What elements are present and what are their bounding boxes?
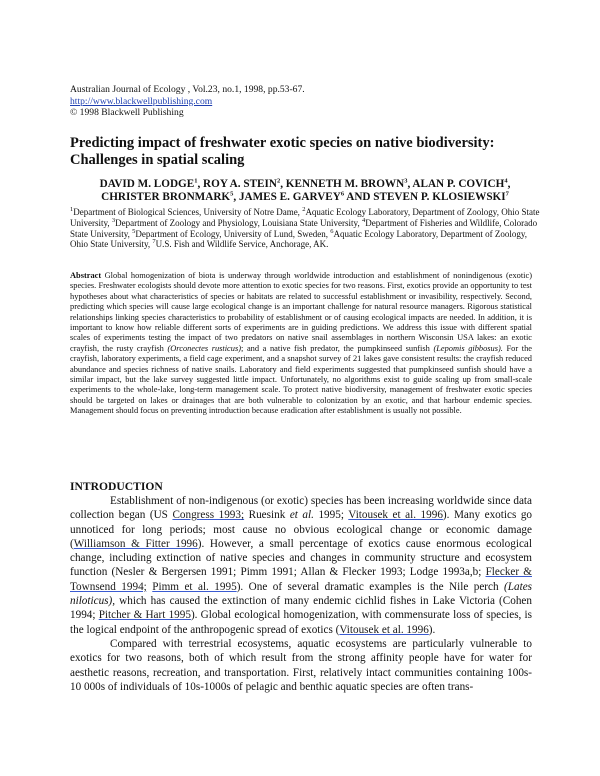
citation-link[interactable]: Pitcher & Hart 1995 bbox=[98, 609, 191, 622]
citation-link[interactable]: Pimm et al. 1995 bbox=[152, 580, 237, 593]
paragraph: Compared with terrestrial ecosystems, aquatic ecosystems are particularly vulnerable to exotics for two reasons, both of which result from the strong affinity people have for water for aesthetic reasons, recreation, and transportation. First, relatively intact communities containing 100s-10 000s of individuals of 10s-1000s of pelagic and benthic aquatic species are often trans- bbox=[70, 637, 532, 693]
citation-link[interactable]: Congress 1993; bbox=[172, 509, 245, 522]
paragraph: Establishment of non-indigenous (or exotic) species has been increasing worldwide since data collection began (US Congress 1993; Ruesink et al. 1995; Vitousek et al. 1996). Many exotics go unnoticed for long periods; most cause no obvious ecological change or economic damage (Williamson & Fitter 1996). However, a small percentage of exotics cause enormous ecological change, including extinction of native species and changes in community structure and ecosystem function (Nesler & Bergersen 1991; Pimm 1991; Allan & Flecker 1993; Lodge 1993a,b; Flecker & Townsend 1994; Pimm et al. 1995). One of several dramatic examples is the Nile perch (Lates niloticus), which has caused the extinction of many endemic cichlid fishes in Lake Victoria (Cohen 1994; Pitcher & Hart 1995). Global ecological homogenization, with commensurate loss of species, is the logical endpoint of the anthropogenic spread of exotics (Vitousek et al. 1996). bbox=[70, 495, 533, 636]
citation-link[interactable]: Vitousek et al. 1996 bbox=[339, 623, 429, 636]
publication-info bbox=[70, 84, 305, 119]
abstract: Abstract Global homogenization of biota is underway through worldwide introduction and establishment of nonindigenous (exotic) species. Freshwater ecologists should devote more attention to exotic species for two reasons. First, exotics provide an opportunity to test hypotheses about what characteristics of species or habitats are related to successful establishment or invasibility, respectively. Second, predicting which species will cause large ecological change is an important challenge for natural resource managers. Rigorous statistical relationships linking species characteristics to probability of establishment or of causing ecological impacts are needed. In addition, it is important to know how reliable different sorts of experiments are in guiding predictions. We address this issue with different spatial scales of experiments testing the impact of two predators on native snail assemblages in northern Wisconsin USA lakes: an exotic crayfish, the rusty crayfish (Orconectes rusticus); and a native fish predator, the pumpkinseed sunfish (Lepomis gibbosus). For the crayfish, laboratory experiments, a field cage experiment, and a snapshot survey of 21 lakes gave consistent results: the crayfish reduced abundance and species richness of native snails. Laboratory and field experiments suggested that pumpkinseed sunfish should have a similar impact, but the lake survey suggested little impact. Unfortunately, no algorithms exist to guide scaling up from small-scale experiments to the whole-lake, long-term management scale. To protect native biodiversity, management of freshwater exotic species should be targeted on lakes or drainages that are both vulnerable to colonization by an exotic, and that harbour endemic species. Management should focus on preventing introduction because eradication after establishment is usually not possible. bbox=[70, 271, 532, 416]
section-heading-introduction: INTRODUCTION bbox=[70, 480, 163, 493]
citation-link[interactable]: Vitousek et al. 1996 bbox=[348, 509, 443, 522]
affiliations: $^1$Department of Biological Sciences, University of Notre Dame, $^2$Aquatic Ecology Laboratory, Department of Zoology, Ohio State University, $^3$Department of Zoology and Physiology, Louisiana State University, $^4$Department of Fisheries and Wildlife, Colorado State University, $^5$Department of Ecology, University of Lund, Sweden, $^6$Aquatic Ecology Laboratory, Department of Zoology, Ohio State University, $^7$U.S. Fish and Wildlife Service, Anchorage, AK. bbox=[70, 206, 540, 250]
publisher-link[interactable]: http://www.blackwellpublishing.com bbox=[70, 95, 213, 107]
introduction-body bbox=[70, 494, 532, 694]
citation-link[interactable]: Williamson & Fitter 1996 bbox=[73, 537, 198, 550]
copyright-notice: © 1998 Blackwell Publishing bbox=[70, 107, 184, 119]
author-list: DAVID M. LODGE$^1$, ROY A. STEIN$^2$, KENNETH M. BROWN$^3$, ALAN P. COVICH$^4$, CHRISTER BRONMARK$^5$, JAMES E. GARVEY$^6$ AND STEVEN P. KLOSIEWSKI$^7$ bbox=[99, 177, 511, 204]
paper-title: Predicting impact of freshwater exotic species on native biodiversity: Challenges in spatial scaling bbox=[70, 135, 495, 168]
journal-citation: Australian Journal of Ecology , Vol.23, no.1, 1998, pp.53-67. bbox=[70, 84, 305, 95]
citation-link[interactable]: Flecker & Townsend 1994; bbox=[70, 566, 532, 593]
abstract-label: Abstract bbox=[70, 271, 102, 280]
